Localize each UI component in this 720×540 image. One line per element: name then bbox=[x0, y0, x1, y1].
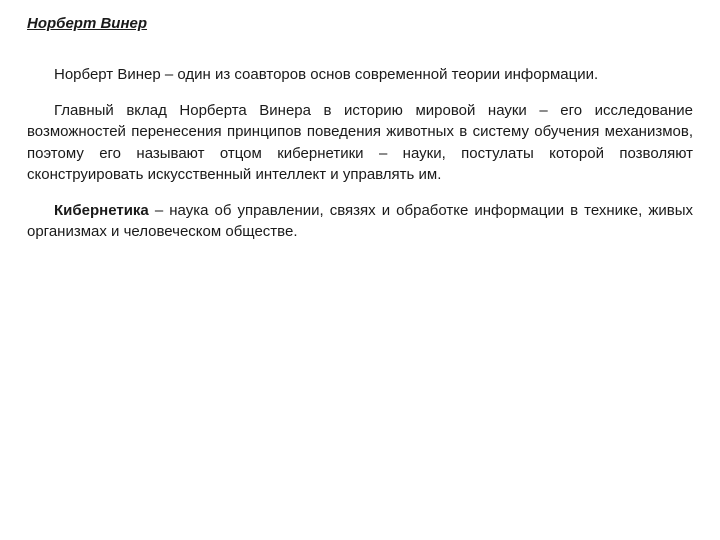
paragraph-contribution-text: Главный вклад Норберта Винера в историю мировой науки – его исследование возможностей перенесения принципов поведения животных в систему обучения механизмов, поэтому его называют отцом кибернетики – науки, постулаты которой позволяют сконструировать искусственный интеллект и управлять им. bbox=[27, 101, 693, 183]
definition-term: Кибернетика bbox=[54, 201, 149, 219]
paragraph-intro bbox=[27, 64, 693, 86]
paragraph-contribution bbox=[27, 100, 693, 186]
slide-title: Норберт Винер bbox=[27, 15, 148, 32]
definition-text: – наука об управлении, связях и обработке информации в технике, живых организмах и человеческом обществе. bbox=[27, 201, 693, 240]
slide-body bbox=[27, 64, 693, 253]
paragraph-definition bbox=[27, 200, 693, 243]
paragraph-intro-text: Норберт Винер – один из соавторов основ современной теории информации. bbox=[54, 66, 599, 83]
